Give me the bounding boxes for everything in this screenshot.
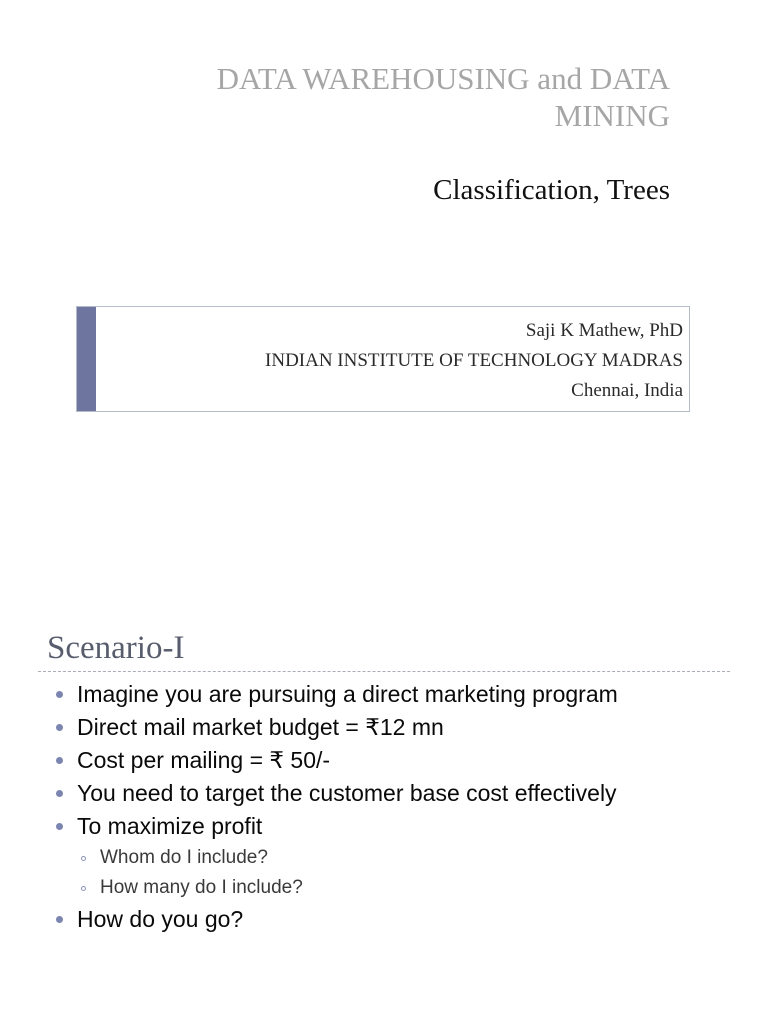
- bullet-item: [50, 903, 750, 936]
- slide-title: Scenario-I: [47, 630, 185, 666]
- author-info-box: [76, 306, 690, 412]
- sub-bullet-text: Whom do I include?: [100, 847, 268, 868]
- title-divider: [38, 671, 730, 672]
- author-name: Saji K Mathew, PhD: [525, 320, 683, 341]
- bullet-item: [50, 744, 750, 777]
- bullet-dot-icon: [56, 790, 63, 797]
- bullet-item: [50, 810, 750, 843]
- sub-bullet-item: [50, 843, 750, 873]
- bullet-text: To maximize profit: [77, 813, 263, 839]
- bullet-dot-icon: [56, 823, 63, 830]
- bullet-dot-icon: [56, 691, 63, 698]
- presentation-subtitle: Classification, Trees: [433, 174, 670, 206]
- bullet-text: How do you go?: [77, 906, 244, 932]
- bullet-text: You need to target the customer base cost effectively: [77, 780, 617, 806]
- hollow-bullet-icon: [81, 856, 86, 861]
- bullet-list: [50, 678, 750, 936]
- accent-bar: [77, 307, 96, 411]
- sub-bullet-item: [50, 873, 750, 903]
- sub-bullet-list: [50, 843, 750, 903]
- bullet-dot-icon: [56, 916, 63, 923]
- author-institute: INDIAN INSTITUTE OF TECHNOLOGY MADRAS: [265, 350, 683, 371]
- bullet-item: [50, 777, 750, 810]
- bullet-text: Cost per mailing = ₹ 50/-: [77, 747, 331, 773]
- sub-bullet-text: How many do I include?: [100, 877, 303, 898]
- bullet-item: [50, 678, 750, 711]
- author-location: Chennai, India: [571, 380, 683, 401]
- hollow-bullet-icon: [81, 886, 86, 891]
- bullet-item: [50, 711, 750, 744]
- bullet-dot-icon: [56, 757, 63, 764]
- author-details: [265, 316, 683, 406]
- presentation-title: DATA WAREHOUSING and DATA MINING: [216, 61, 670, 133]
- bullet-text: Imagine you are pursuing a direct marketing program: [77, 681, 618, 707]
- bullet-dot-icon: [56, 724, 63, 731]
- bullet-text: Direct mail market budget = ₹12 mn: [77, 714, 444, 740]
- scenario-slide: [0, 512, 768, 1024]
